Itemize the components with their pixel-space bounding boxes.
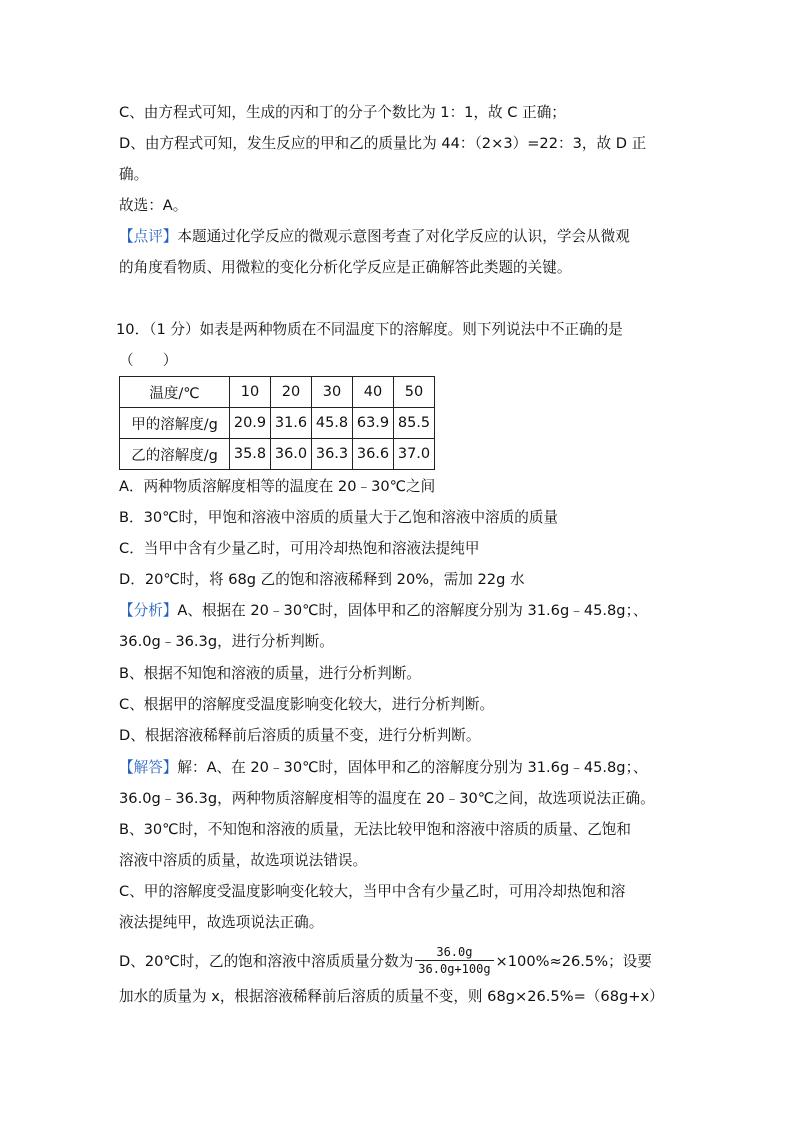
- table-row-label: 乙的溶解度/g: [120, 439, 230, 470]
- table-cell: 45.8: [312, 408, 353, 439]
- prev-comment: [119, 227, 630, 247]
- solution-b: B、30℃时，不知饱和溶液的质量，无法比较甲饱和溶液中溶质的质量、乙饱和: [119, 821, 631, 838]
- analysis-d: D、根据溶液稀释前后溶质的质量不变，进行分析判断。: [119, 727, 481, 744]
- comment-text: 本题通过化学反应的微观示意图考查了对化学反应的认识，学会从微观: [177, 228, 630, 245]
- question-10-stem-cont: （ ）: [119, 352, 178, 369]
- prev-option-d-explanation: D、由方程式可知，发生反应的甲和乙的质量比为 44：（2×3）=22：3，故 D 正: [119, 135, 647, 152]
- prev-comment-cont: 的角度看物质、用微粒的变化分析化学反应是正确解答此类题的关键。: [119, 259, 572, 276]
- solution-d-post: ×100%≈26.5%；设要: [495, 953, 652, 970]
- solution-b-cont: 溶液中溶质的质量，故选项说法错误。: [119, 852, 368, 869]
- table-row-label: 甲的溶解度/g: [120, 408, 230, 439]
- prev-answer: 故选：A。: [119, 197, 188, 214]
- table-cell: 63.9: [353, 408, 394, 439]
- solution-c-cont: 液法提纯甲，故选项说法正确。: [119, 914, 324, 931]
- table-row: [120, 439, 435, 470]
- solution-text: 解：A、在 20﹣30℃时，固体甲和乙的溶解度分别为 31.6g﹣45.8g；、: [177, 759, 648, 776]
- table-header-temp: 10: [230, 377, 271, 408]
- prev-option-c-explanation: C、由方程式可知，生成的丙和丁的分子个数比为 1：1，故 C 正确；: [119, 104, 566, 121]
- question-10-stem: 10．（1 分）如表是两种物质在不同温度下的溶解度。则下列说法中不正确的是: [116, 321, 623, 338]
- analysis-cont: 36.0g﹣36.3g，进行分析判断。: [119, 633, 334, 650]
- analysis: [119, 601, 647, 621]
- fraction-denominator: 36.0g+100g: [418, 961, 491, 976]
- table-header-temp: 40: [353, 377, 394, 408]
- table-header-row: [120, 377, 435, 408]
- prev-option-d-explanation-cont: 确。: [119, 166, 149, 183]
- table-cell: 37.0: [394, 439, 435, 470]
- table-cell: 85.5: [394, 408, 435, 439]
- table-cell: 36.3: [312, 439, 353, 470]
- analysis-tag: 【分析】: [119, 602, 178, 619]
- option-c: C．当甲中含有少量乙时，可用冷却热饱和溶液法提纯甲: [119, 540, 480, 557]
- table-cell: 35.8: [230, 439, 271, 470]
- table-header-temp: 20: [271, 377, 312, 408]
- table-cell: 36.0: [271, 439, 312, 470]
- option-a: A．两种物质溶解度相等的温度在 20﹣30℃之间: [119, 478, 436, 495]
- table-cell: 36.6: [353, 439, 394, 470]
- comment-tag: 【点评】: [119, 228, 178, 245]
- solution-d: [119, 945, 652, 979]
- analysis-c: C、根据甲的溶解度受温度影响变化较大，进行分析判断。: [119, 696, 495, 713]
- solution: [119, 758, 647, 778]
- table-header-label: 温度/℃: [120, 377, 230, 408]
- fraction: [415, 945, 493, 976]
- analysis-text: A、根据在 20﹣30℃时，固体甲和乙的溶解度分别为 31.6g﹣45.8g；、: [177, 602, 648, 619]
- option-b: B．30℃时，甲饱和溶液中溶质的质量大于乙饱和溶液中溶质的质量: [119, 509, 559, 526]
- solution-cont: 36.0g﹣36.3g，两种物质溶解度相等的温度在 20﹣30℃之间，故选项说法正确。: [119, 790, 655, 807]
- table-cell: 20.9: [230, 408, 271, 439]
- solution-c: C、甲的溶解度受温度影响变化较大，当甲中含有少量乙时，可用冷却热饱和溶: [119, 883, 626, 900]
- table-cell: 31.6: [271, 408, 312, 439]
- solubility-table: [119, 376, 435, 470]
- solution-tag: 【解答】: [119, 759, 178, 776]
- analysis-b: B、根据不知饱和溶液的质量，进行分析判断。: [119, 665, 421, 682]
- table-header-temp: 30: [312, 377, 353, 408]
- table-header-temp: 50: [394, 377, 435, 408]
- fraction-numerator: 36.0g: [415, 945, 493, 961]
- solution-d-cont: 加水的质量为 x，根据溶液稀释前后溶质的质量不变，则 68g×26.5%=（68g+x）: [119, 988, 664, 1005]
- option-d: D．20℃时，将 68g 乙的饱和溶液稀释到 20%，需加 22g 水: [119, 571, 525, 588]
- table-row: [120, 408, 435, 439]
- solution-d-pre: D、20℃时，乙的饱和溶液中溶质质量分数为: [119, 953, 414, 970]
